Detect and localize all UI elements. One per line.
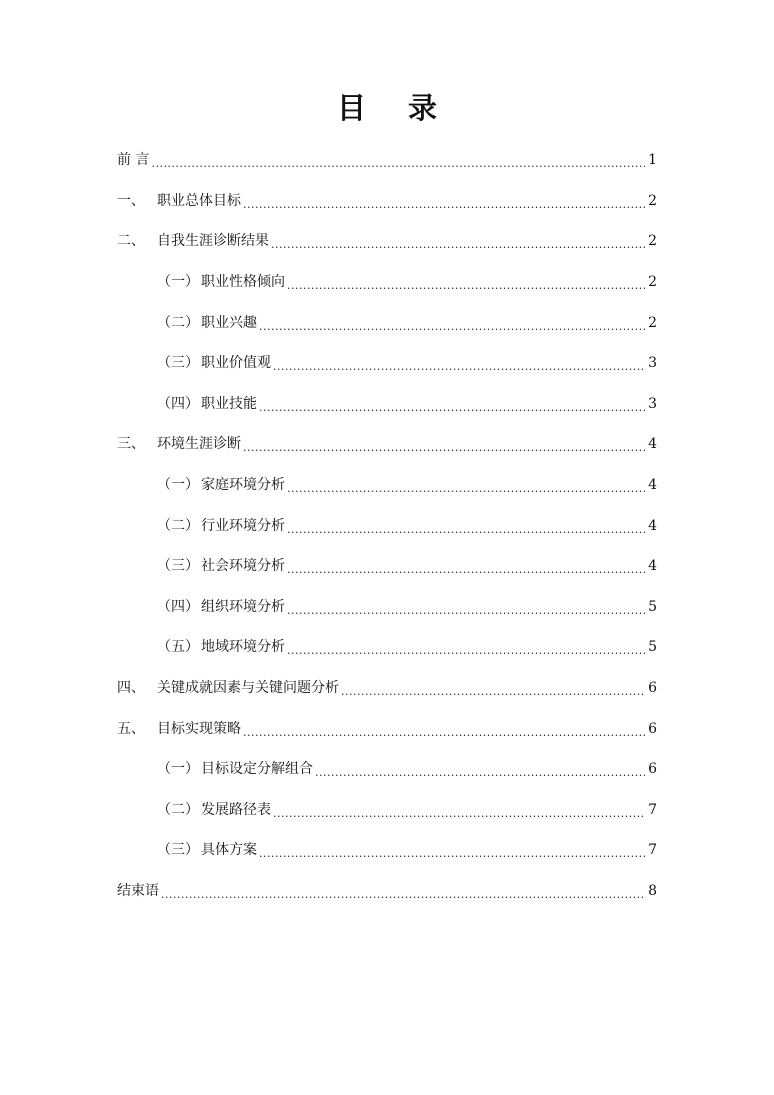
toc-entry-page: 8 bbox=[648, 882, 657, 899]
toc-entry-label: 关键成就因素与关键问题分析 bbox=[157, 680, 339, 697]
toc-entry-number: （三） bbox=[157, 355, 199, 372]
dot-leader bbox=[273, 800, 645, 820]
toc-entry-label: 行业环境分析 bbox=[201, 517, 285, 534]
toc-entry-2[interactable] bbox=[117, 221, 657, 262]
toc-entry-page: 7 bbox=[648, 801, 657, 818]
toc-entry-page: 6 bbox=[648, 720, 657, 737]
toc-entry-conclusion[interactable] bbox=[117, 871, 657, 912]
toc-entry-label: 目标设定分解组合 bbox=[201, 761, 313, 778]
toc-entry-number: 二、 bbox=[117, 233, 145, 250]
toc-entry-page: 4 bbox=[648, 436, 657, 453]
toc-entry-number: （二） bbox=[157, 517, 199, 534]
toc-entry-page: 2 bbox=[648, 274, 657, 291]
toc-entry-5[interactable] bbox=[117, 708, 657, 749]
toc-entry-page: 3 bbox=[648, 395, 657, 412]
toc-entry-2-4[interactable] bbox=[117, 384, 657, 425]
dot-leader bbox=[287, 272, 645, 292]
toc-entry-label: 家庭环境分析 bbox=[201, 477, 285, 494]
toc-title: 目 录 bbox=[336, 91, 454, 125]
toc-entry-5-1[interactable] bbox=[117, 749, 657, 790]
dot-leader bbox=[271, 231, 645, 251]
dot-leader bbox=[287, 637, 645, 657]
toc-entry-3-2[interactable] bbox=[117, 505, 657, 546]
toc-entry-page: 6 bbox=[648, 761, 657, 778]
toc-entry-2-2[interactable] bbox=[117, 302, 657, 343]
toc-entry-page: 2 bbox=[648, 233, 657, 250]
toc-entry-3-4[interactable] bbox=[117, 587, 657, 628]
toc-entry-page: 5 bbox=[648, 639, 657, 656]
toc-entry-label: 环境生涯诊断 bbox=[157, 436, 241, 453]
dot-leader bbox=[287, 556, 645, 576]
toc-entry-2-3[interactable] bbox=[117, 343, 657, 384]
toc-entry-label: 职业技能 bbox=[201, 395, 257, 412]
toc-entry-5-2[interactable] bbox=[117, 790, 657, 831]
table-of-contents bbox=[117, 140, 657, 911]
toc-entry-label: 职业兴趣 bbox=[201, 314, 257, 331]
dot-leader bbox=[259, 394, 645, 414]
toc-entry-number: 四、 bbox=[117, 680, 145, 697]
toc-entry-number: 一、 bbox=[117, 192, 145, 209]
dot-leader bbox=[243, 719, 645, 739]
toc-entry-page: 4 bbox=[648, 477, 657, 494]
toc-entry-number: 五、 bbox=[117, 720, 145, 737]
dot-leader bbox=[273, 353, 645, 373]
toc-entry-5-3[interactable] bbox=[117, 830, 657, 871]
toc-entry-label: 前 言 bbox=[117, 152, 150, 169]
toc-entry-label: 发展路径表 bbox=[201, 801, 271, 818]
toc-entry-number: （五） bbox=[157, 639, 199, 656]
toc-entry-page: 5 bbox=[648, 598, 657, 615]
toc-entry-page: 2 bbox=[648, 314, 657, 331]
toc-entry-label: 自我生涯诊断结果 bbox=[157, 233, 269, 250]
toc-entry-4[interactable] bbox=[117, 668, 657, 709]
toc-entry-number: （一） bbox=[157, 761, 199, 778]
dot-leader bbox=[151, 150, 645, 170]
toc-entry-page: 3 bbox=[648, 355, 657, 372]
dot-leader bbox=[287, 475, 645, 495]
toc-entry-number: （一） bbox=[157, 274, 199, 291]
toc-entry-3-1[interactable] bbox=[117, 465, 657, 506]
toc-entry-number: （三） bbox=[157, 842, 199, 859]
toc-entry-label: 职业性格倾向 bbox=[201, 274, 285, 291]
dot-leader bbox=[259, 840, 645, 860]
toc-entry-number: （二） bbox=[157, 801, 199, 818]
toc-entry-number: （一） bbox=[157, 477, 199, 494]
toc-entry-3-5[interactable] bbox=[117, 627, 657, 668]
toc-entry-number: （四） bbox=[157, 598, 199, 615]
toc-entry-page: 4 bbox=[648, 517, 657, 534]
toc-entry-3-3[interactable] bbox=[117, 546, 657, 587]
toc-entry-page: 2 bbox=[648, 192, 657, 209]
toc-entry-page: 6 bbox=[648, 680, 657, 697]
toc-entry-1[interactable] bbox=[117, 181, 657, 222]
toc-entry-label: 地域环境分析 bbox=[201, 639, 285, 656]
toc-entry-label: 社会环境分析 bbox=[201, 558, 285, 575]
toc-entry-preface[interactable] bbox=[117, 140, 657, 181]
toc-entry-label: 职业总体目标 bbox=[157, 192, 241, 209]
toc-entry-number: 三、 bbox=[117, 436, 145, 453]
toc-entry-page: 7 bbox=[648, 842, 657, 859]
toc-entry-number: （三） bbox=[157, 558, 199, 575]
toc-entry-2-1[interactable] bbox=[117, 262, 657, 303]
dot-leader bbox=[243, 434, 645, 454]
toc-entry-number: （四） bbox=[157, 395, 199, 412]
toc-entry-label: 具体方案 bbox=[201, 842, 257, 859]
toc-entry-label: 职业价值观 bbox=[201, 355, 271, 372]
toc-entry-page: 4 bbox=[648, 558, 657, 575]
toc-entry-number: （二） bbox=[157, 314, 199, 331]
toc-entry-3[interactable] bbox=[117, 424, 657, 465]
toc-entry-label: 组织环境分析 bbox=[201, 598, 285, 615]
dot-leader bbox=[287, 516, 645, 536]
dot-leader bbox=[341, 678, 645, 698]
toc-entry-label: 目标实现策略 bbox=[157, 720, 241, 737]
dot-leader bbox=[161, 881, 645, 901]
dot-leader bbox=[259, 313, 645, 333]
dot-leader bbox=[287, 597, 645, 617]
dot-leader bbox=[243, 191, 645, 211]
dot-leader bbox=[315, 759, 645, 779]
toc-entry-label: 结束语 bbox=[117, 882, 159, 899]
toc-entry-page: 1 bbox=[648, 152, 657, 169]
